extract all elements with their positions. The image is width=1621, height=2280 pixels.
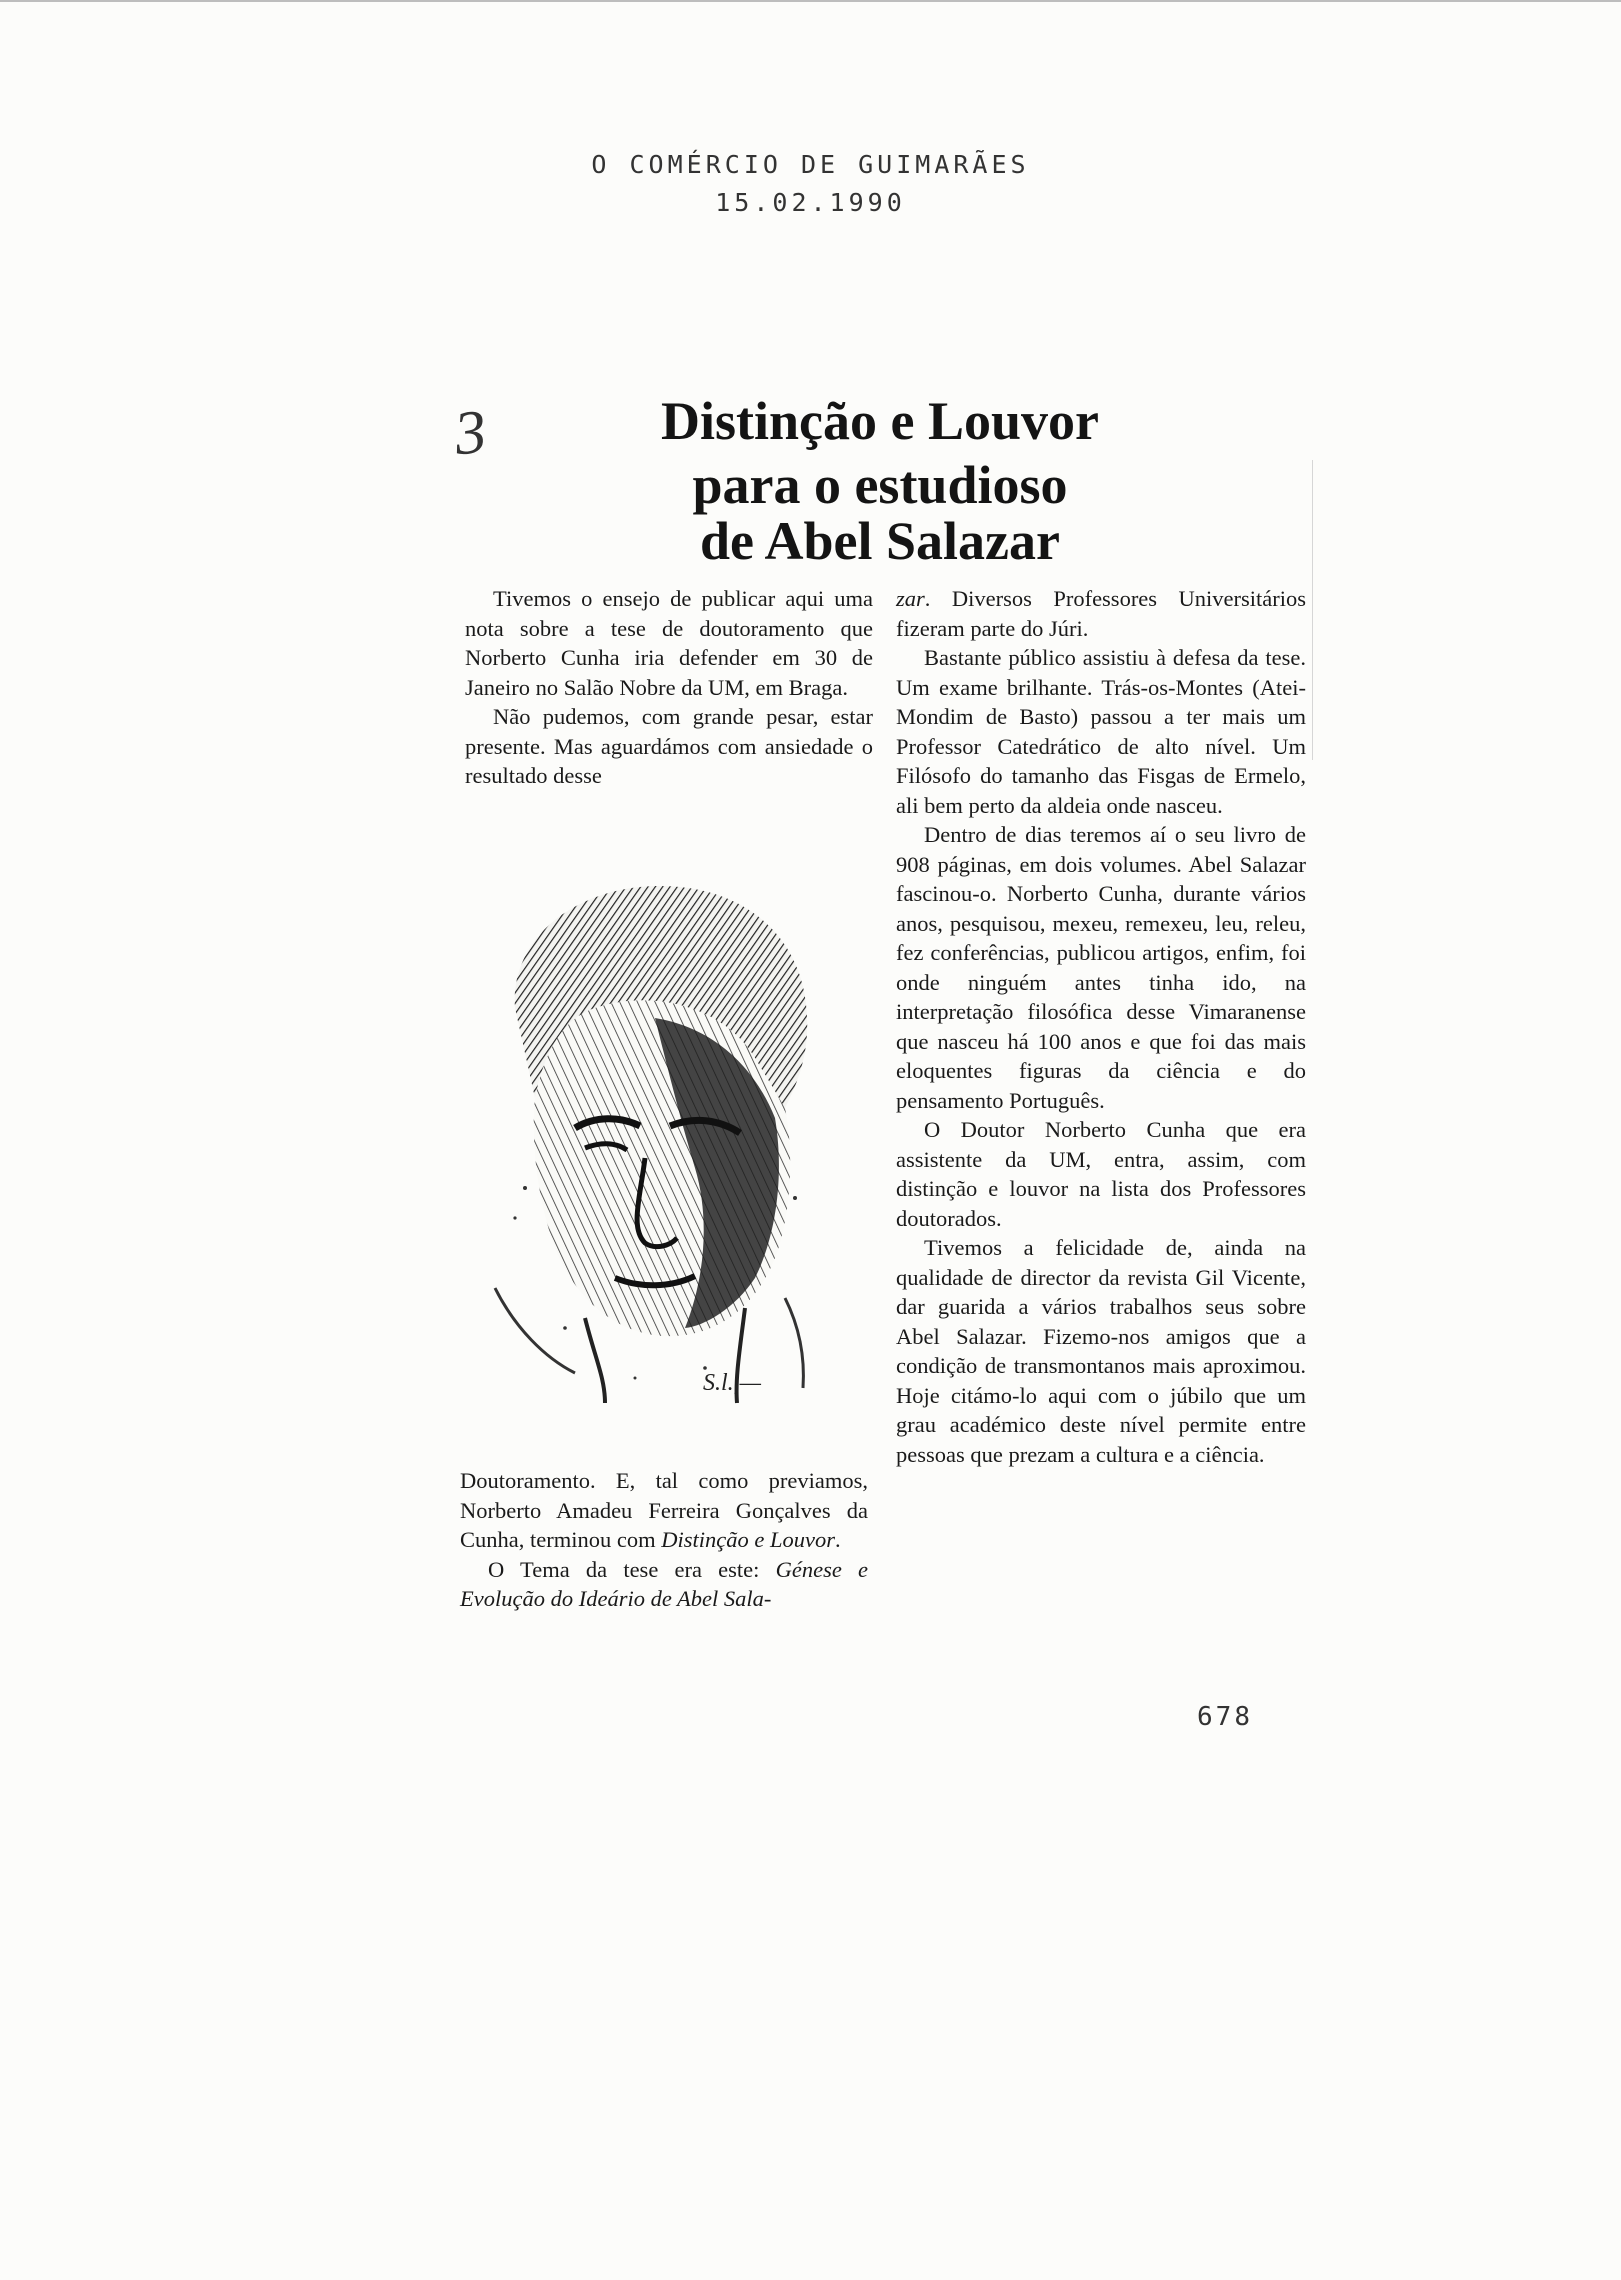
paragraph: Não pudemos, com grande pesar, estar presente. Mas aguardámos com ansiedade o resultado desse: [465, 704, 873, 788]
paragraph: O Doutor Norberto Cunha que era assistente da UM, entra, assim, com distinção e louvor na lista dos Professores doutorados.: [896, 1117, 1306, 1231]
masthead-publication: O COMÉRCIO DE GUIMARÃES: [591, 150, 1030, 179]
paragraph-text: . Diversos Professores Universitários fizeram parte do Júri.: [896, 586, 1306, 641]
award-name: Distinção e Louvor: [661, 1527, 835, 1552]
headline-line-2: para o estudioso: [692, 455, 1068, 515]
scan-fold-mark: [1312, 460, 1313, 760]
collar-stroke: [785, 1298, 803, 1388]
paragraph-end: .: [834, 1527, 841, 1552]
portrait-sketch-drawing: [455, 858, 855, 1418]
paragraph-text: O Tema da tese era este:: [488, 1556, 760, 1582]
clip-number: 3: [451, 397, 490, 469]
paragraph: [460, 1555, 868, 1614]
portrait-illustration: [455, 858, 855, 1418]
paragraph: Bastante público assistiu à defesa da tese. Um exame brilhante. Trás-os-Montes (Atei-Mondim de Basto) passou a ter mais um Professor Catedrático de alto nível. Um Filósofo do tamanho das Fisgas de Ermelo, ali bem perto da aldeia onde nasceu.: [896, 645, 1306, 818]
headline-line-1: Distinção e Louvor: [661, 391, 1099, 451]
artist-signature: S.l.,—: [703, 1370, 762, 1396]
paragraph: [460, 1466, 868, 1555]
collar-stroke: [495, 1288, 575, 1373]
article-column-left-bottom: [460, 1466, 868, 1614]
article-column-right: [896, 584, 1306, 1469]
paragraph-text: Doutoramento. E, tal como previamos, Norberto Amadeu Ferreira Gonçalves da Cunha, terminou com: [460, 1468, 868, 1552]
thesis-title-end: zar: [896, 586, 925, 611]
masthead-date: 15.02.1990: [715, 188, 906, 217]
thesis-title: Génese e Evolução do Ideário de Abel Sala-: [460, 1556, 869, 1611]
page-number: 678: [1197, 1702, 1253, 1732]
headline-line-3-text: de Abel Salazar: [700, 511, 1060, 571]
paragraph: [896, 584, 1306, 643]
headline-line-3: [560, 512, 1200, 570]
scan-edge-line: [0, 0, 1621, 2]
paragraph: Dentro de dias teremos aí o seu livro de 908 páginas, em dois volumes. Abel Salazar fascinou-o. Norberto Cunha, durante vários anos, pesquisou, mexeu, remexeu, leu, releu, fez conferências, publicou artigos, enfim, foi onde ninguém antes tinha ido, na interpretação filosófica desse Vimaranense que nasceu há 100 anos e que foi das mais eloquentes figuras da ciência e do pensamento Português.: [896, 822, 1306, 1113]
article-column-left-top: [465, 584, 873, 791]
paragraph: Tivemos o ensejo de publicar aqui uma nota sobre a tese de doutoramento que Norberto Cunha iria defender em 30 de Janeiro no Salão Nobre da UM, em Braga.: [465, 586, 873, 700]
paragraph: Tivemos a felicidade de, ainda na qualidade de director da revista Gil Vicente, dar guarida a vários trabalhos seus sobre Abel Salazar. Fizemo-nos amigos que a condição de transmontanos mais aproximou. Hoje citámo-lo aqui com o júbilo que um grau académico deste nível permite entre pessoas que prezam a cultura e a ciência.: [896, 1235, 1306, 1467]
neck-stroke: [585, 1318, 605, 1403]
